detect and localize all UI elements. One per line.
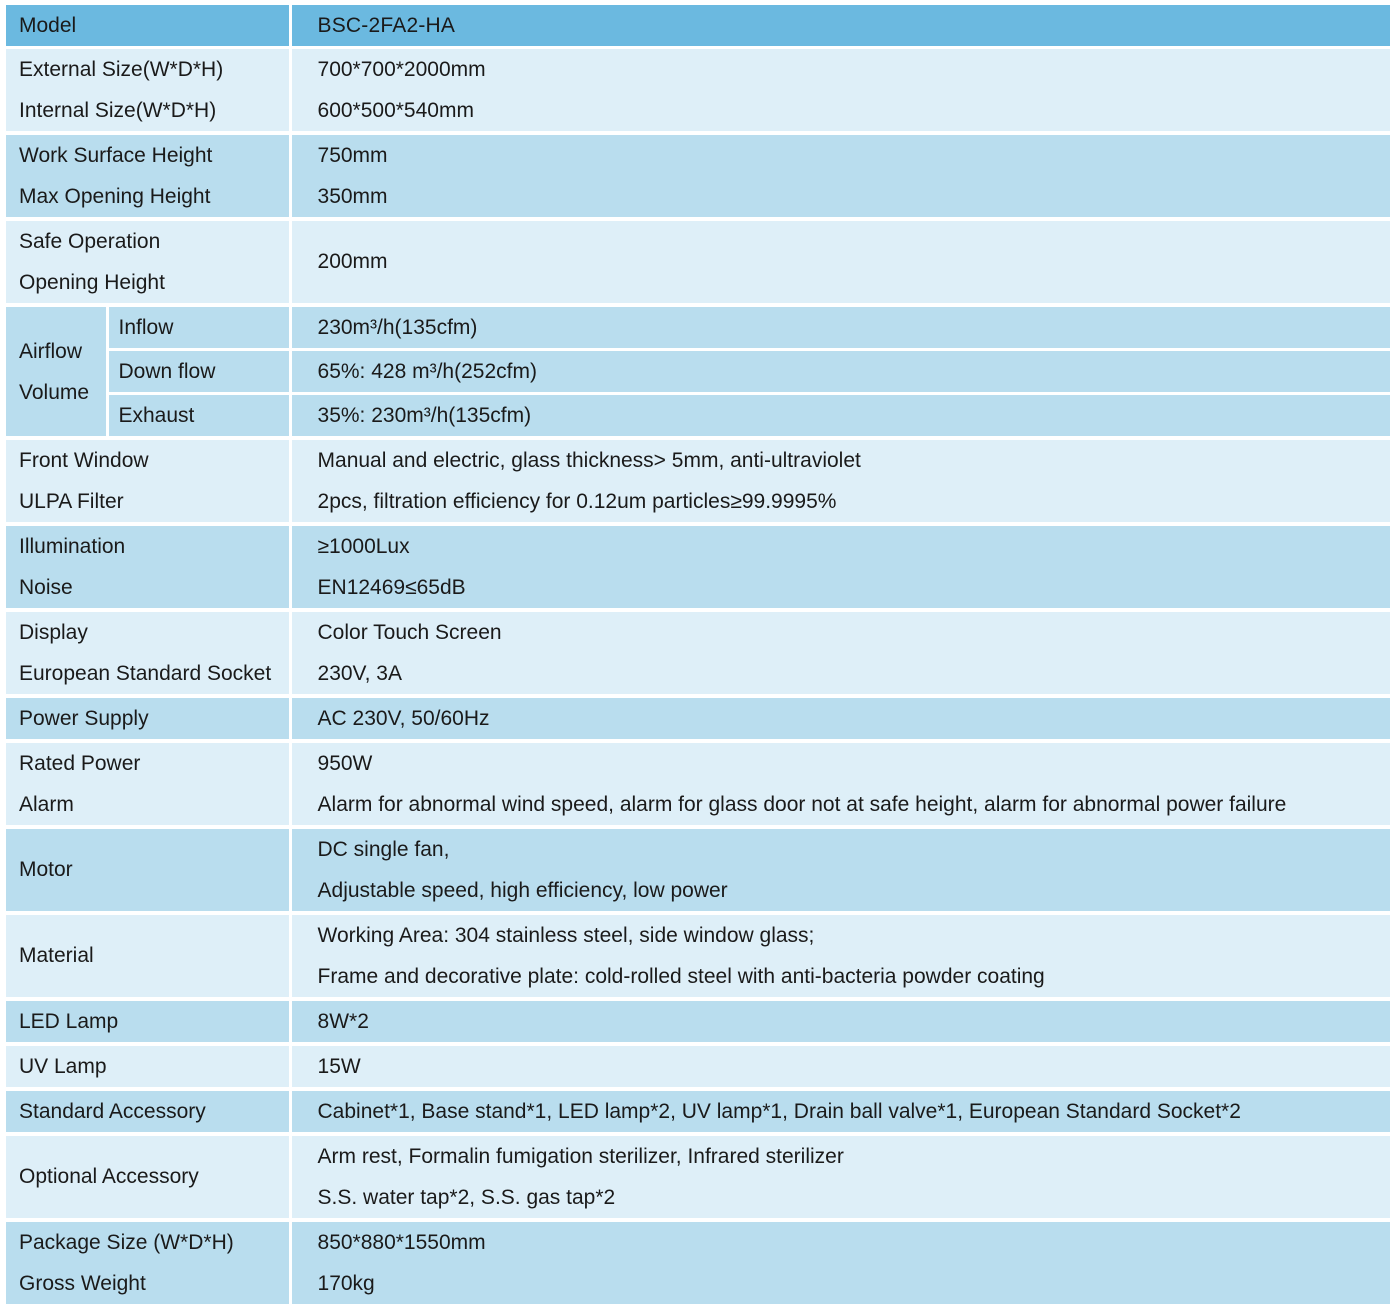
header-row: [6, 5, 1390, 48]
spec-row-material: [6, 913, 1390, 956]
airflow-sub-label: Inflow: [107, 305, 290, 350]
spec-value: 750mm: [290, 133, 1390, 176]
spec-label: Gross Weight: [6, 1263, 290, 1304]
spec-row-work-surface-height: [6, 133, 1390, 176]
display-socket-group: [6, 610, 1390, 696]
spec-row-uv-lamp: [6, 1044, 1390, 1089]
spec-value: EN12469≤65dB: [290, 567, 1390, 610]
motor-group: [6, 827, 1390, 913]
spec-label: Noise: [6, 567, 290, 610]
led-lamp-group: [6, 999, 1390, 1044]
spec-label: Display: [6, 610, 290, 653]
airflow-label: [6, 305, 107, 438]
spec-value: 600*500*540mm: [290, 90, 1390, 133]
spec-value: S.S. water tap*2, S.S. gas tap*2: [290, 1177, 1390, 1220]
airflow-sub-label: Exhaust: [107, 394, 290, 439]
spec-row-safe-operation: [6, 219, 1390, 262]
material-group: [6, 913, 1390, 999]
spec-value: 170kg: [290, 1263, 1390, 1304]
spec-row-package-size: [6, 1220, 1390, 1263]
spec-label: European Standard Socket: [6, 653, 290, 696]
spec-label: Material: [6, 913, 290, 999]
uv-lamp-group: [6, 1044, 1390, 1089]
spec-row-ulpa-filter: [6, 481, 1390, 524]
safe-operation-group: [6, 219, 1390, 305]
spec-value: 230m³/h(135cfm): [290, 305, 1390, 350]
airflow-label-line2: Volume: [19, 380, 90, 404]
airflow-group: [6, 305, 1390, 438]
spec-label: LED Lamp: [6, 999, 290, 1044]
power-supply-group: [6, 696, 1390, 741]
header-value: BSC-2FA2-HA: [290, 5, 1390, 48]
optional-accessory-group: [6, 1134, 1390, 1220]
spec-value: Color Touch Screen: [290, 610, 1390, 653]
standard-accessory-group: [6, 1089, 1390, 1134]
spec-row-max-opening-height: [6, 176, 1390, 219]
spec-label: Max Opening Height: [6, 176, 290, 219]
spec-row-inflow: [6, 305, 1390, 350]
spec-label: Alarm: [6, 784, 290, 827]
spec-row-optional-accessory: [6, 1134, 1390, 1177]
spec-label: Front Window: [6, 438, 290, 481]
spec-label: Opening Height: [6, 262, 290, 305]
spec-value: Alarm for abnormal wind speed, alarm for glass door not at safe height, alarm for abnormal power failure: [290, 784, 1390, 827]
spec-label: Power Supply: [6, 696, 290, 741]
spec-label: Motor: [6, 827, 290, 913]
spec-value: 35%: 230m³/h(135cfm): [290, 394, 1390, 439]
spec-label: Work Surface Height: [6, 133, 290, 176]
spec-value: 15W: [290, 1044, 1390, 1089]
spec-row-external-size: [6, 48, 1390, 91]
spec-label: Safe Operation: [6, 219, 290, 262]
spec-row-display: [6, 610, 1390, 653]
size-group: [6, 48, 1390, 134]
package-group: [6, 1220, 1390, 1304]
spec-row-front-window: [6, 438, 1390, 481]
airflow-sub-label: Down flow: [107, 350, 290, 394]
spec-value: Adjustable speed, high efficiency, low power: [290, 870, 1390, 913]
airflow-label-line1: Airflow: [19, 339, 83, 363]
spec-row-standard-accessory: [6, 1089, 1390, 1134]
spec-value: AC 230V, 50/60Hz: [290, 696, 1390, 741]
spec-row-rated-power: [6, 741, 1390, 784]
spec-value: 850*880*1550mm: [290, 1220, 1390, 1263]
spec-row-internal-size: [6, 90, 1390, 133]
spec-row-alarm: [6, 784, 1390, 827]
spec-label: ULPA Filter: [6, 481, 290, 524]
spec-value: Frame and decorative plate: cold-rolled steel with anti-bacteria powder coating: [290, 956, 1390, 999]
height-group: [6, 133, 1390, 219]
spec-value: 950W: [290, 741, 1390, 784]
spec-label: Illumination: [6, 524, 290, 567]
spec-label: UV Lamp: [6, 1044, 290, 1089]
spec-value: ≥1000Lux: [290, 524, 1390, 567]
spec-table: [6, 5, 1390, 1304]
spec-label: Optional Accessory: [6, 1134, 290, 1220]
spec-label: Package Size (W*D*H): [6, 1220, 290, 1263]
spec-row-noise: [6, 567, 1390, 610]
spec-value: 350mm: [290, 176, 1390, 219]
header-label: Model: [6, 5, 290, 48]
window-filter-group: [6, 438, 1390, 524]
spec-row-exhaust: [6, 394, 1390, 439]
spec-value: 65%: 428 m³/h(252cfm): [290, 350, 1390, 394]
spec-value: Working Area: 304 stainless steel, side window glass;: [290, 913, 1390, 956]
spec-row-socket: [6, 653, 1390, 696]
spec-label: Standard Accessory: [6, 1089, 290, 1134]
spec-label: External Size(W*D*H): [6, 48, 290, 91]
spec-value: 200mm: [290, 219, 1390, 305]
power-alarm-group: [6, 741, 1390, 827]
spec-value: Cabinet*1, Base stand*1, LED lamp*2, UV lamp*1, Drain ball valve*1, European Standard Socket*2: [290, 1089, 1390, 1134]
spec-value: 8W*2: [290, 999, 1390, 1044]
spec-row-power-supply: [6, 696, 1390, 741]
illumination-noise-group: [6, 524, 1390, 610]
spec-value: 700*700*2000mm: [290, 48, 1390, 91]
spec-row-led-lamp: [6, 999, 1390, 1044]
spec-value: DC single fan,: [290, 827, 1390, 870]
spec-row-illumination: [6, 524, 1390, 567]
spec-value: 230V, 3A: [290, 653, 1390, 696]
spec-value: 2pcs, filtration efficiency for 0.12um particles≥99.9995%: [290, 481, 1390, 524]
spec-row-motor: [6, 827, 1390, 870]
spec-row-gross-weight: [6, 1263, 1390, 1304]
spec-label: Rated Power: [6, 741, 290, 784]
header-group: [6, 5, 1390, 48]
spec-row-down-flow: [6, 350, 1390, 394]
spec-label: Internal Size(W*D*H): [6, 90, 290, 133]
spec-value: Manual and electric, glass thickness> 5mm, anti-ultraviolet: [290, 438, 1390, 481]
spec-value: Arm rest, Formalin fumigation sterilizer, Infrared sterilizer: [290, 1134, 1390, 1177]
